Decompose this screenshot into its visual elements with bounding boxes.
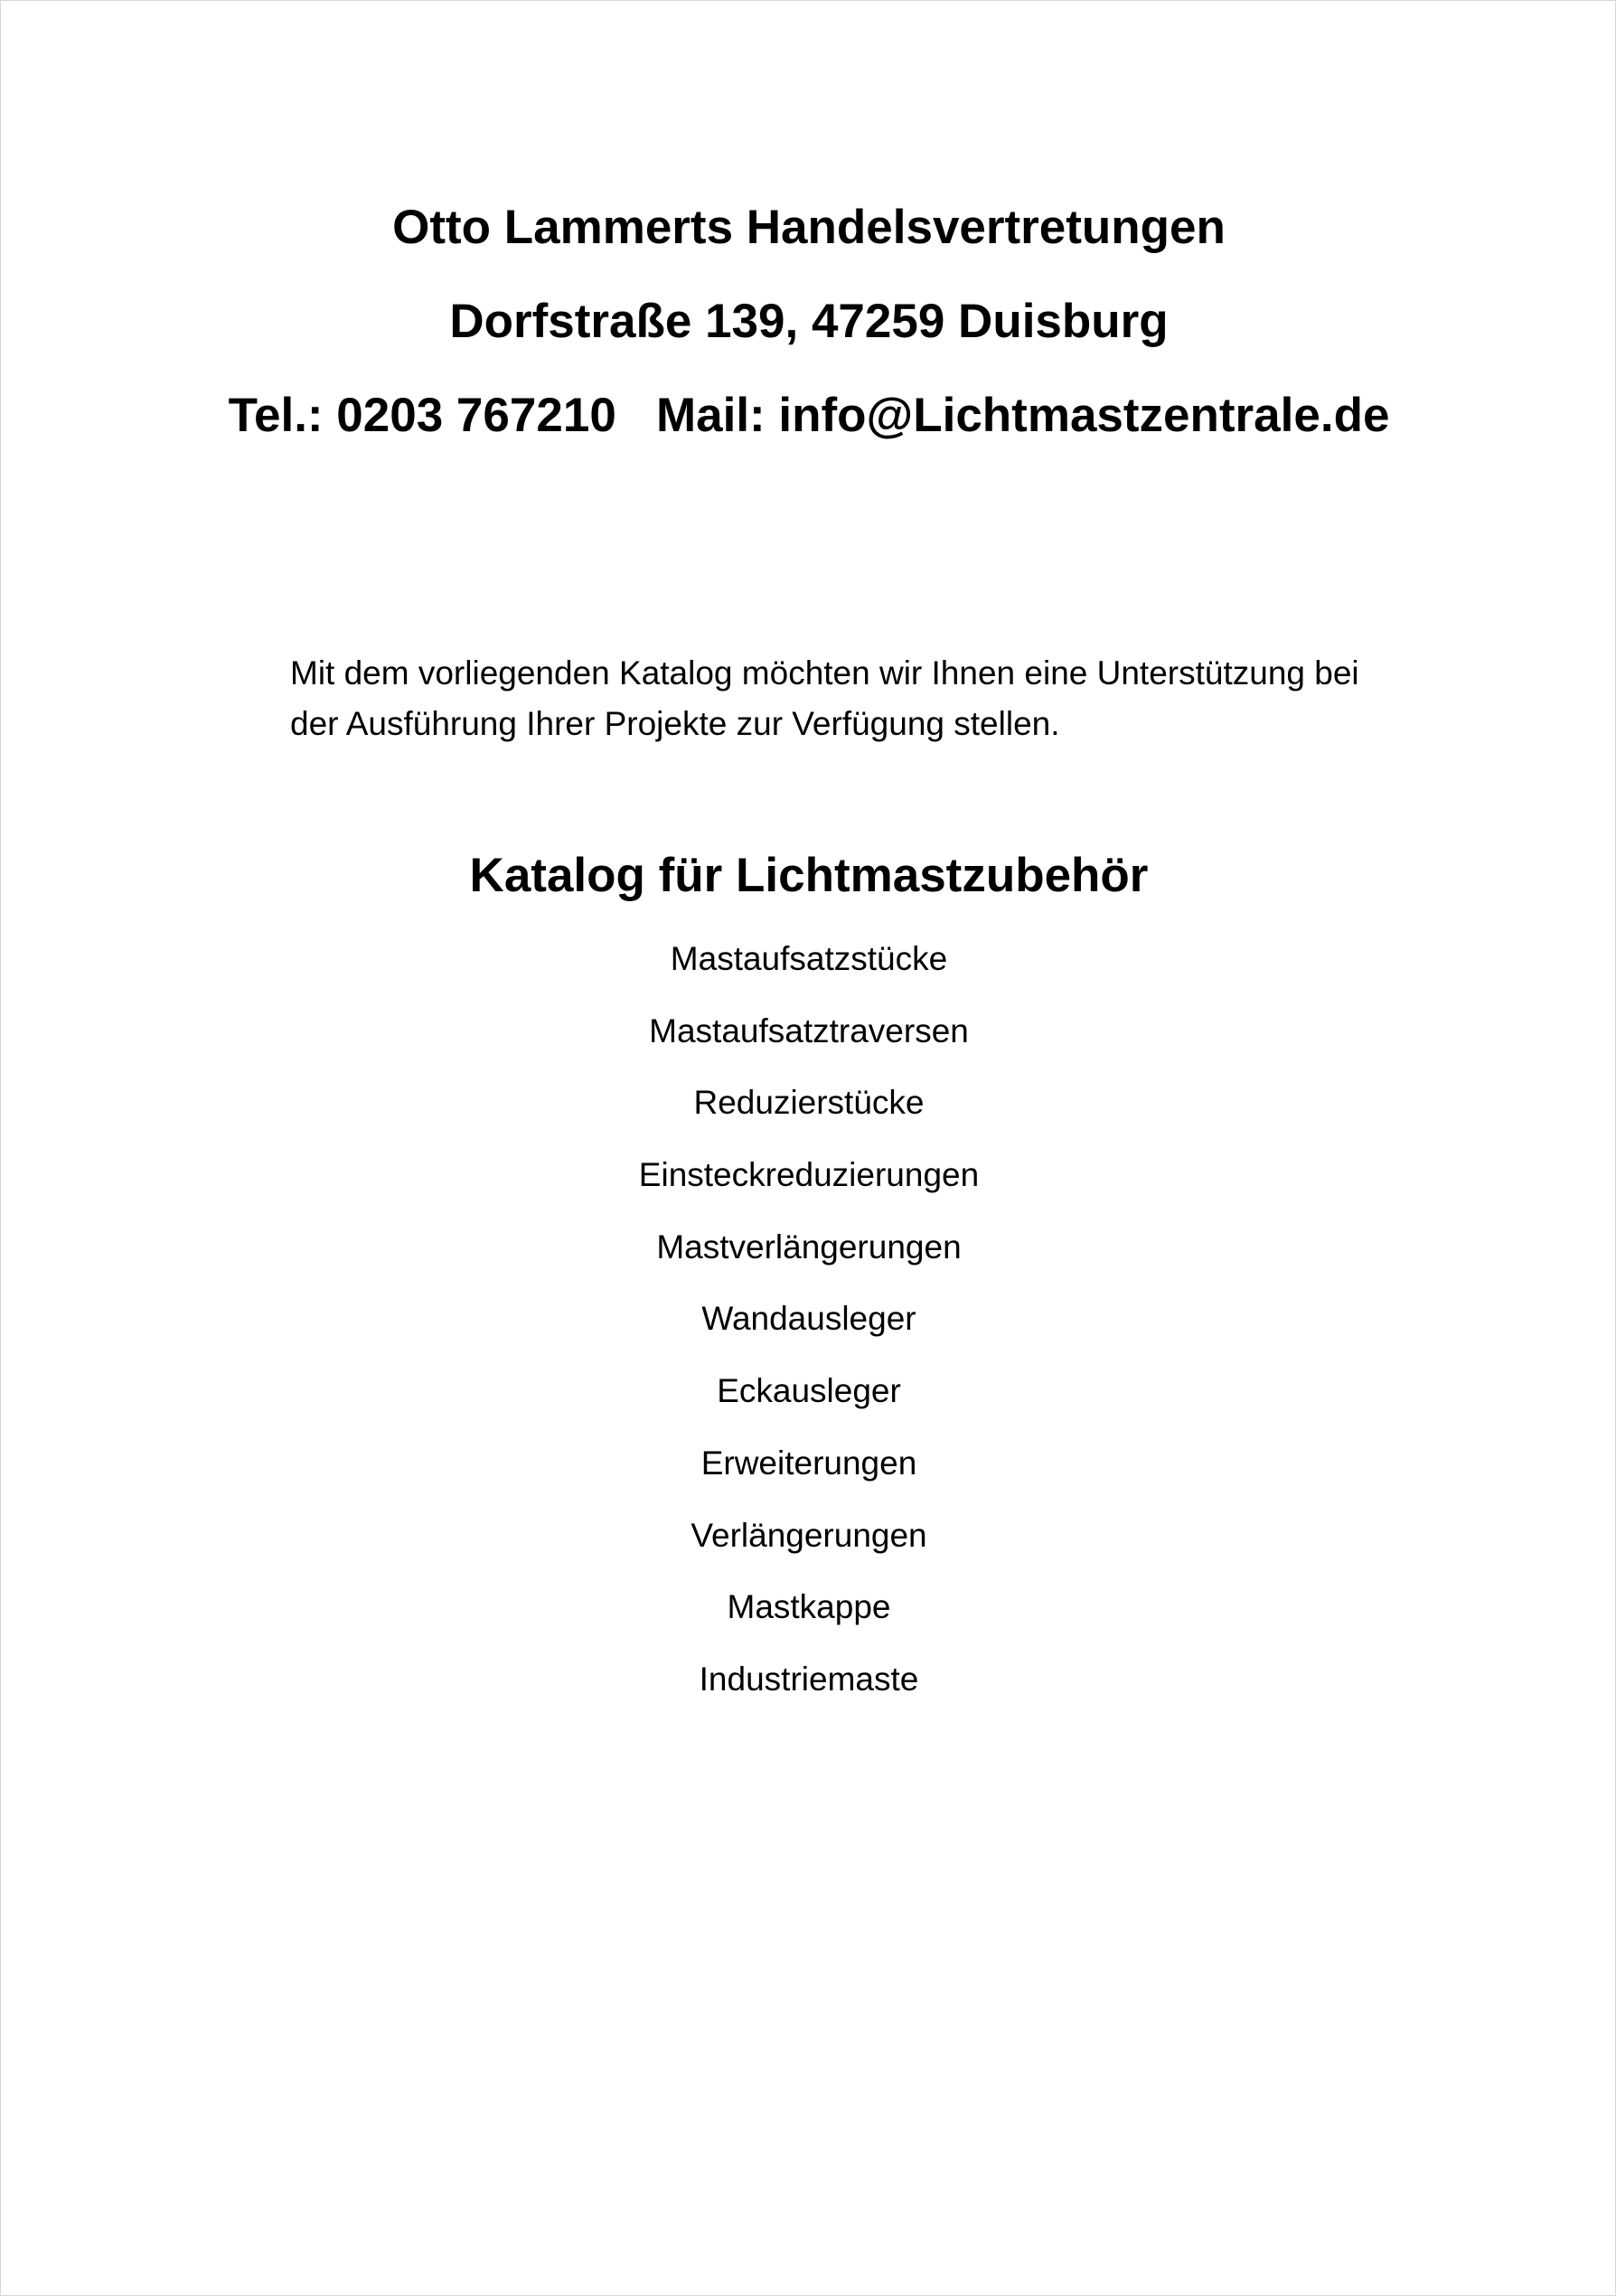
catalog-item: Mastkappe (727, 1588, 891, 1626)
catalog-item: Verlängerungen (691, 1516, 927, 1554)
intro-line: Mit dem vorliegenden Katalog möchten wir Ihnen eine Unterstützung bei (290, 654, 1359, 692)
intro-paragraph (290, 648, 1474, 749)
catalog-list (1, 931, 1616, 1724)
company-contact: Tel.: 0203 767210 Mail: info@Lichtmastzentrale.de (228, 389, 1390, 442)
catalog-item: Mastaufsatzstücke (670, 940, 948, 977)
company-name: Otto Lammerts Handelsvertretungen (392, 201, 1226, 254)
intro-line: der Ausführung Ihrer Projekte zur Verfügung stellen. (290, 705, 1060, 742)
catalog-item: Mastverlängerungen (656, 1228, 962, 1266)
catalog-title: Katalog für Lichtmastzubehör (469, 849, 1149, 902)
catalog-item: Einsteckreduzierungen (638, 1156, 980, 1194)
catalog-item: Erweiterungen (700, 1444, 917, 1482)
catalog-item: Eckausleger (717, 1372, 901, 1410)
company-address: Dorfstraße 139, 47259 Duisburg (449, 295, 1169, 348)
catalog-item: Reduzierstücke (693, 1084, 925, 1122)
catalog-item: Wandausleger (701, 1300, 916, 1338)
catalog-item: Mastaufsatztraversen (649, 1012, 969, 1049)
catalog-item: Industriemaste (699, 1660, 919, 1698)
